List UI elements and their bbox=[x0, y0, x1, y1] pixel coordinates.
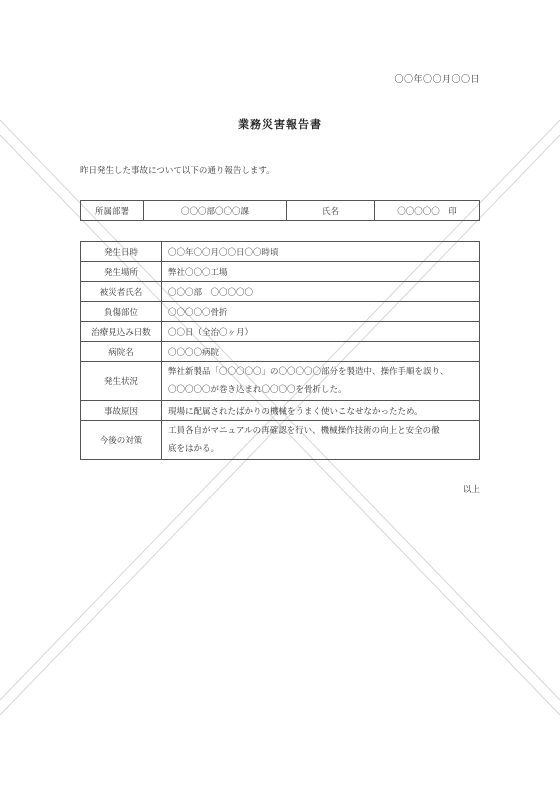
row-value: 〇〇年〇〇月〇〇日〇〇時頃 bbox=[162, 242, 480, 262]
report-intro: 昨日発生した事故について以下の通り報告します。 bbox=[80, 166, 275, 176]
row-label: 負傷部位 bbox=[81, 302, 162, 322]
row-label: 病院名 bbox=[81, 342, 162, 362]
row-value-line: 底をはかる。 bbox=[168, 444, 220, 454]
reporter-info-table bbox=[80, 200, 480, 221]
row-value bbox=[162, 362, 480, 401]
row-label: 治療見込み日数 bbox=[81, 322, 162, 342]
row-value-line: 工員各自がマニュアルの再確認を行い、機械操作技術の向上と安全の徹 bbox=[168, 426, 440, 436]
row-label: 今後の対策 bbox=[81, 421, 162, 460]
name-label: 氏名 bbox=[287, 201, 375, 221]
table-row bbox=[81, 421, 480, 460]
table-row bbox=[81, 282, 480, 302]
row-value: 〇〇〇〇〇骨折 bbox=[162, 302, 480, 322]
table-row bbox=[81, 401, 480, 421]
row-value: 現場に配属されたばかりの機械をうまく使いこなせなかったため。 bbox=[162, 401, 480, 421]
row-label: 発生日時 bbox=[81, 242, 162, 262]
dept-label: 所属部署 bbox=[81, 201, 144, 221]
name-value: 〇〇〇〇〇 印 bbox=[375, 201, 480, 221]
row-label: 発生状況 bbox=[81, 362, 162, 401]
table-row bbox=[81, 302, 480, 322]
row-value: 〇〇〇部 〇〇〇〇〇 bbox=[162, 282, 480, 302]
table-row bbox=[81, 362, 480, 401]
row-label: 被災者氏名 bbox=[81, 282, 162, 302]
row-value: 弊社〇〇〇工場 bbox=[162, 262, 480, 282]
row-label: 発生場所 bbox=[81, 262, 162, 282]
row-value: 〇〇日（全治〇ヶ月） bbox=[162, 322, 480, 342]
report-title: 業務災害報告書 bbox=[238, 118, 322, 131]
report-date: 〇〇年〇〇月〇〇日 bbox=[394, 75, 480, 85]
closing-text: 以上 bbox=[462, 485, 480, 495]
table-row bbox=[81, 322, 480, 342]
table-row bbox=[81, 342, 480, 362]
incident-detail-table bbox=[80, 241, 480, 460]
row-value-line: 弊社新製品「〇〇〇〇〇」の〇〇〇〇〇部分を製造中、操作手順を誤り、 bbox=[168, 367, 449, 377]
row-value-line: 〇〇〇〇〇が巻き込まれ〇〇〇〇を骨折した。 bbox=[168, 385, 347, 395]
row-label: 事故原因 bbox=[81, 401, 162, 421]
dept-value: 〇〇〇部〇〇〇課 bbox=[144, 201, 287, 221]
row-value bbox=[162, 421, 480, 460]
table-row bbox=[81, 242, 480, 262]
table-row bbox=[81, 262, 480, 282]
row-value: 〇〇〇〇病院 bbox=[162, 342, 480, 362]
reporter-info-row bbox=[81, 201, 480, 221]
